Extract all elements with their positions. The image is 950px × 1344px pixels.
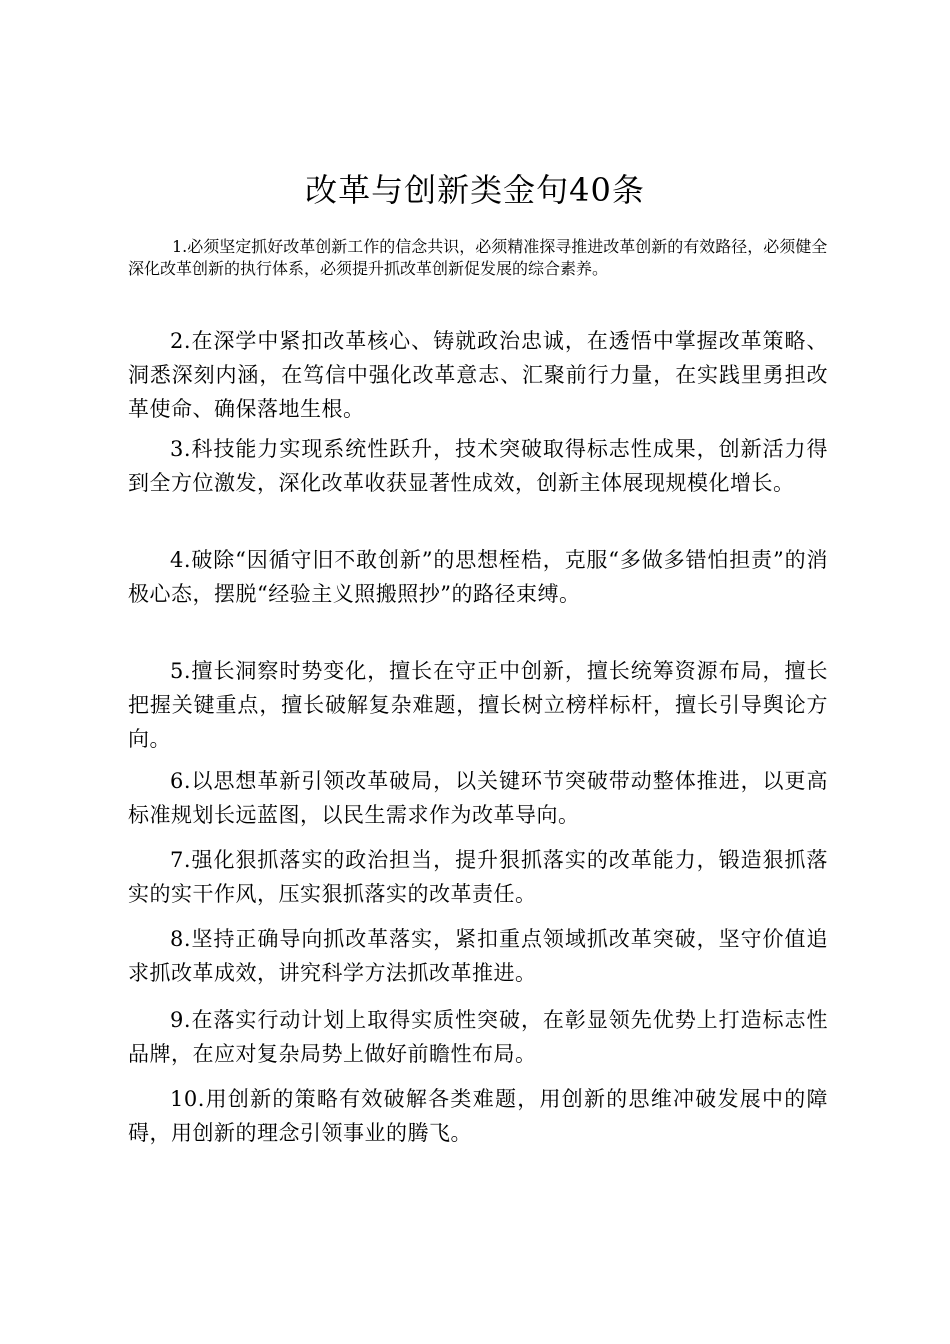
paragraph-item-3: 3.科技能力实现系统性跃升，技术突破取得标志性成果，创新活力得到全方位激发，深化改革收获显著性成效，创新主体展现规模化增长。: [128, 437, 828, 495]
document-title: 改革与创新类金句40条: [305, 171, 645, 209]
paragraph-item-9: 9.在落实行动计划上取得实质性突破，在彰显领先优势上打造标志性品牌，在应对复杂局势上做好前瞻性布局。: [128, 1008, 828, 1066]
paragraph-item-1: 1.必须坚定抓好改革创新工作的信念共识，必须精准探寻推进改革创新的有效路径，必须健全深化改革创新的执行体系，必须提升抓改革创新促发展的综合素养。: [128, 237, 828, 278]
paragraph-item-8: 8.坚持正确导向抓改革落实，紧扣重点领域抓改革突破，坚守价值追求抓改革成效，讲究科学方法抓改革推进。: [128, 927, 828, 985]
paragraph-item-5: 5.擅长洞察时势变化，擅长在守正中创新，擅长统筹资源布局，擅长把握关键重点，擅长破解复杂难题，擅长树立榜样标杆，擅长引导舆论方向。: [128, 659, 828, 751]
paragraph-item-6: 6.以思想革新引领改革破局，以关键环节突破带动整体推进，以更高标准规划长远蓝图，以民生需求作为改革导向。: [128, 769, 828, 827]
paragraph-item-7: 7.强化狠抓落实的政治担当，提升狠抓落实的改革能力，锻造狠抓落实的实干作风，压实狠抓落实的改革责任。: [128, 848, 828, 906]
paragraph-item-10: 10.用创新的策略有效破解各类难题，用创新的思维冲破发展中的障碍，用创新的理念引领事业的腾飞。: [128, 1087, 828, 1145]
paragraph-item-2: 2.在深学中紧扣改革核心、铸就政治忠诚，在透悟中掌握改革策略、洞悉深刻内涵，在笃信中强化改革意志、汇聚前行力量，在实践里勇担改革使命、确保落地生根。: [128, 329, 828, 421]
paragraph-item-4: 4.破除“因循守旧不敢创新”的思想桎梏，克服“多做多错怕担责”的消极心态，摆脱“经验主义照搬照抄”的路径束缚。: [128, 548, 828, 606]
